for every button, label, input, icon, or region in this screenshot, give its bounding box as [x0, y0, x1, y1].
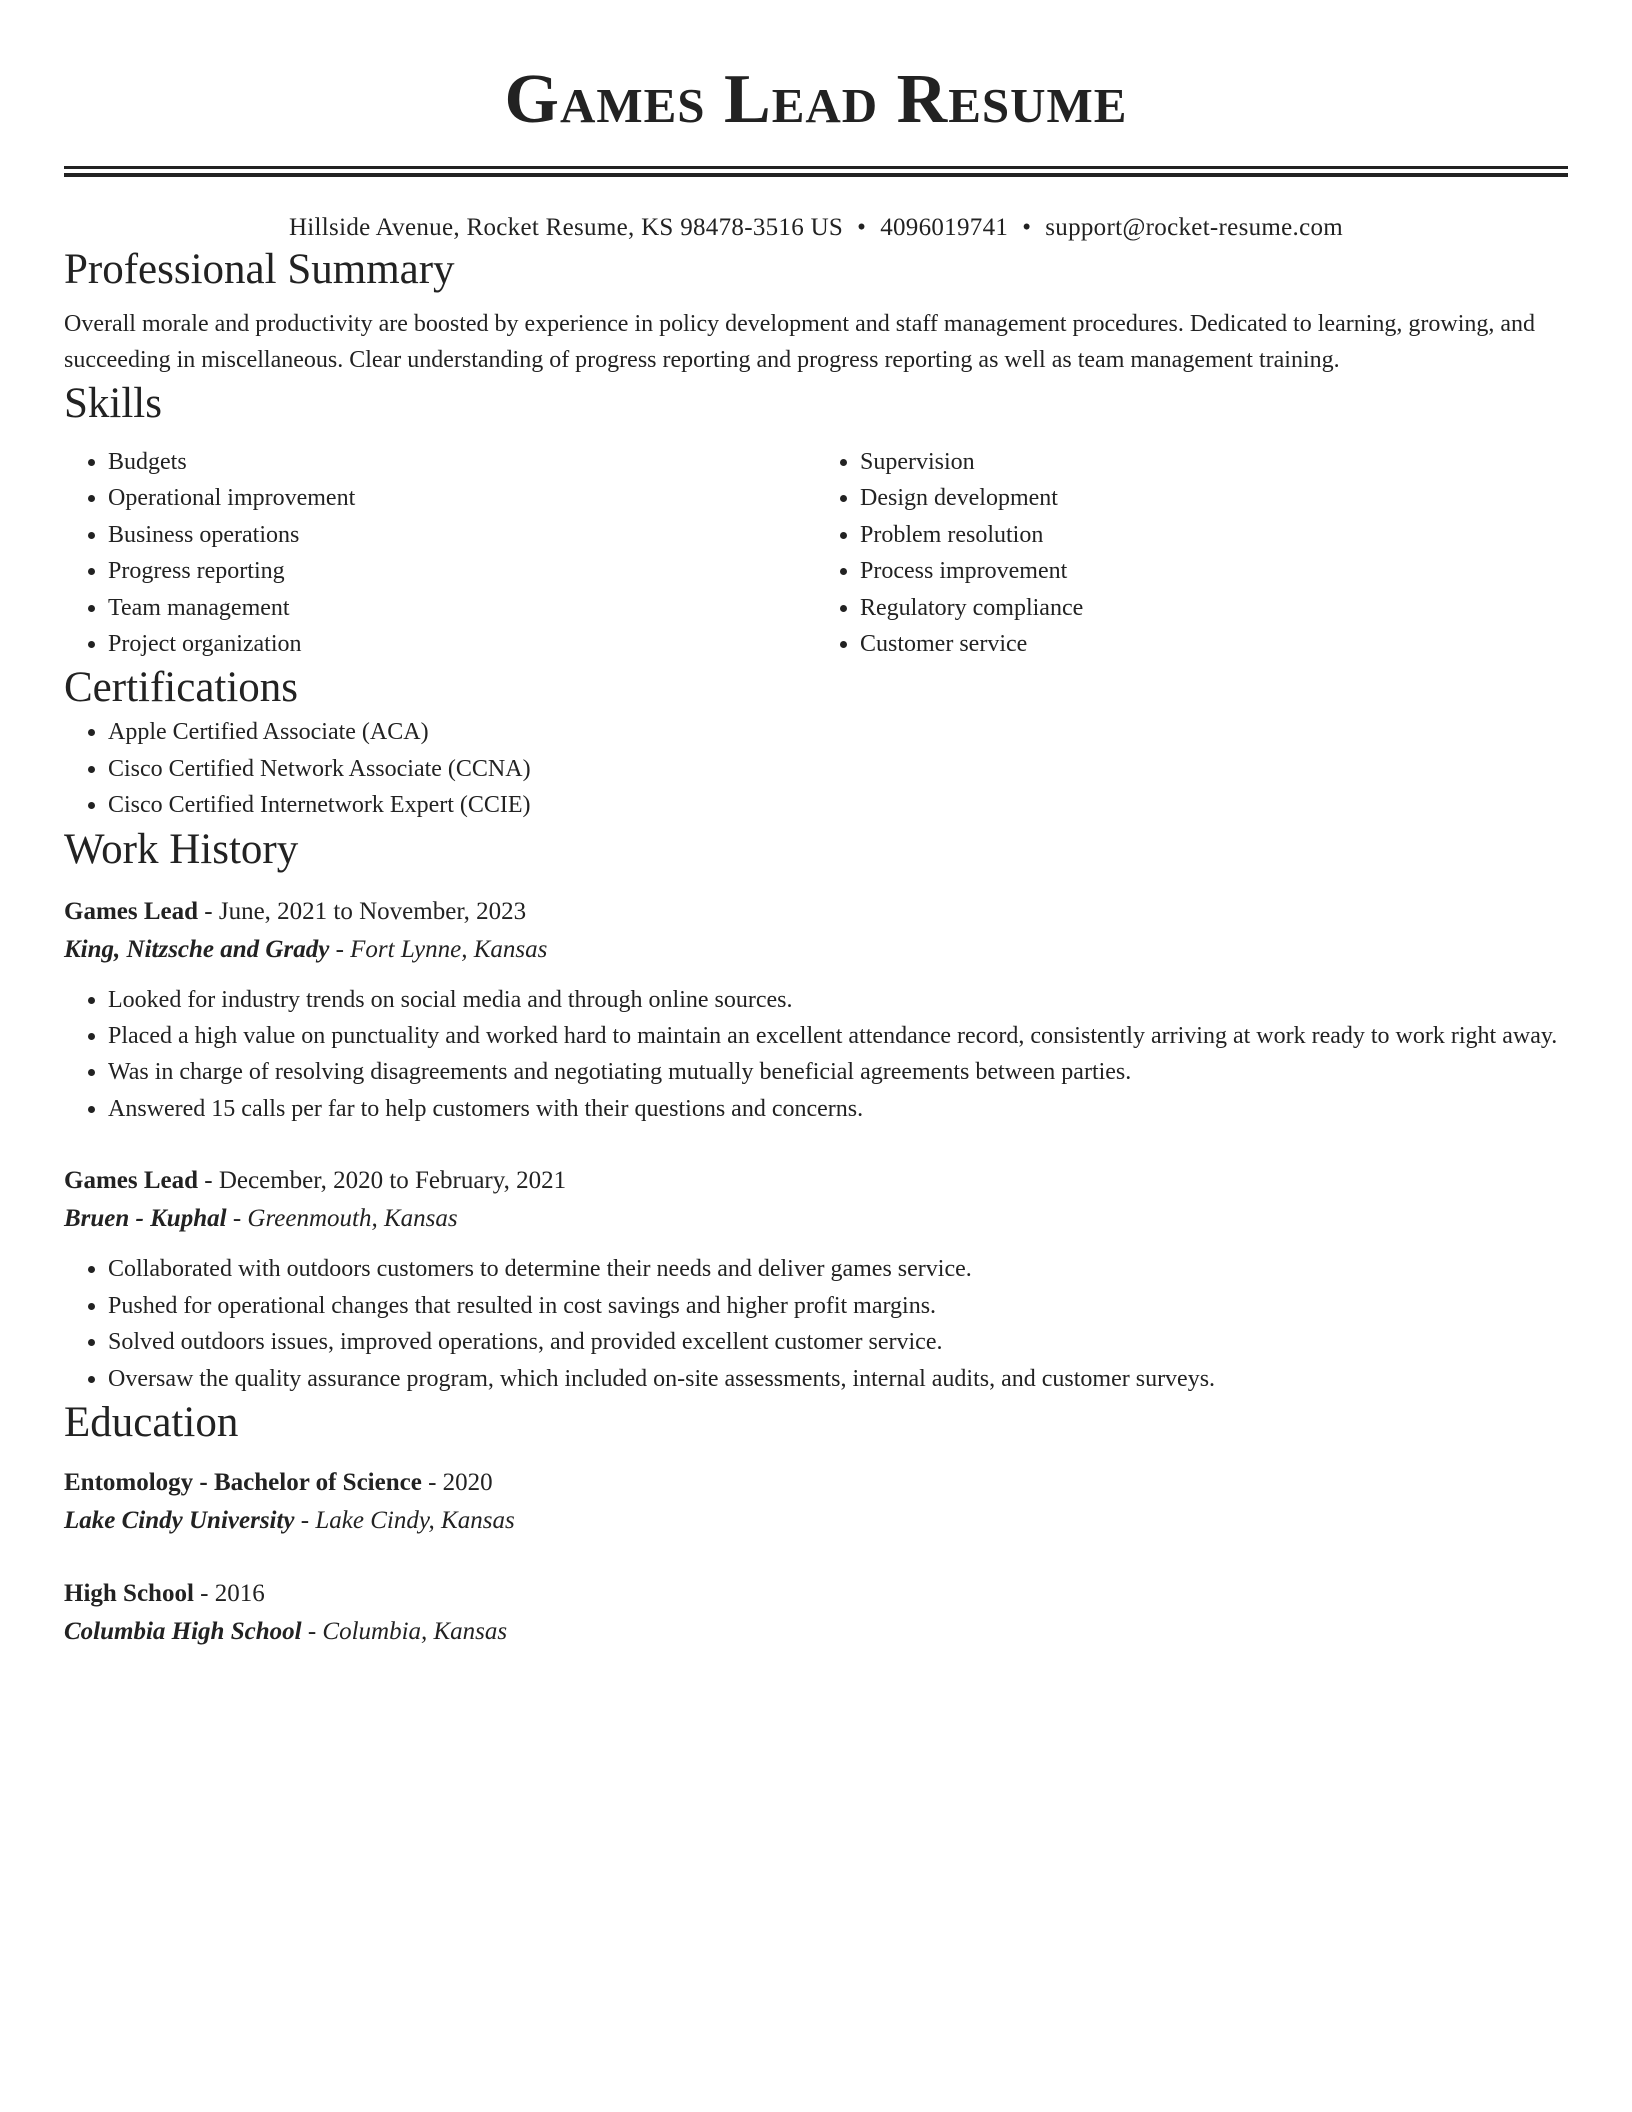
education-location: Columbia, Kansas [322, 1617, 508, 1645]
contact-separator: • [1022, 214, 1032, 241]
contact-separator: • [857, 214, 867, 241]
education-degree: High School [64, 1579, 194, 1607]
summary-text: Overall morale and productivity are boosted by experience in policy development and staff management procedures. Dedicated to learning, growing, and succeeding in miscellaneous. Clear understanding of progress reporting and progress reporting as well as team management training. [64, 311, 1536, 373]
skills-list-left [64, 444, 816, 662]
job-bullets [64, 1251, 1568, 1397]
skill-item: • Operational improvement [108, 480, 816, 516]
dash: - [198, 897, 219, 925]
skill-item: • Customer service [860, 626, 1568, 662]
skill-item: • Process improvement [860, 553, 1568, 589]
job-title: Games Lead [64, 897, 199, 925]
summary-heading: Professional Summary [64, 246, 455, 293]
job-bullet: • Oversaw the quality assurance program, which included on-site assessments, internal audits, and customer surveys. [108, 1361, 1568, 1397]
job-entry [64, 894, 1568, 1128]
job-bullet: • Answered 15 calls per far to help customers with their questions and concerns. [108, 1091, 1568, 1127]
job-entry [64, 1163, 1568, 1397]
dash: - [198, 1167, 219, 1195]
title-divider [64, 166, 1568, 177]
certification-item: • Apple Certified Associate (ACA) [108, 714, 1568, 750]
skill-item: • Business operations [108, 517, 816, 553]
education-degree: Entomology - Bachelor of Science [64, 1468, 422, 1496]
skill-item: • Project organization [108, 626, 816, 662]
contact-line [64, 212, 1568, 244]
job-title-line [64, 1163, 1568, 1201]
work-history-heading: Work History [64, 825, 299, 873]
education-school-line [64, 1614, 1568, 1654]
job-dates: December, 2020 to February, 2021 [218, 1167, 567, 1195]
job-bullet: • Collaborated with outdoors customers to determine their needs and deliver games service. [108, 1251, 1568, 1287]
dash: - [329, 935, 351, 963]
education-school: Columbia High School [64, 1617, 302, 1645]
education-year: 2020 [442, 1468, 493, 1496]
contact-email: support@rocket-resume.com [1045, 214, 1344, 241]
skill-item: • Budgets [108, 444, 816, 480]
certifications-list [64, 714, 1568, 823]
skill-item: • Team management [108, 590, 816, 626]
skill-item: • Progress reporting [108, 553, 816, 589]
dash: - [301, 1617, 323, 1645]
dash: - [226, 1205, 248, 1233]
job-company-line [64, 932, 1568, 972]
job-bullet: • Looked for industry trends on social media and through online sources. [108, 982, 1568, 1018]
education-degree-line [64, 1576, 1568, 1614]
job-title-line [64, 894, 1568, 932]
certification-item: • Cisco Certified Network Associate (CCNA) [108, 751, 1568, 787]
job-bullet: • Was in charge of resolving disagreements and negotiating mutually beneficial agreements between parties. [108, 1054, 1568, 1090]
job-location: Fort Lynne, Kansas [350, 935, 548, 963]
education-entry [64, 1576, 1568, 1654]
skill-item: • Design development [860, 480, 1568, 516]
skill-item: • Problem resolution [860, 517, 1568, 553]
resume-title: Games Lead Resume [504, 61, 1128, 138]
job-title: Games Lead [64, 1167, 199, 1195]
job-bullet: • Solved outdoors issues, improved operations, and provided excellent customer service. [108, 1324, 1568, 1360]
job-bullet: • Pushed for operational changes that resulted in cost savings and higher profit margins. [108, 1288, 1568, 1324]
job-company-line [64, 1201, 1568, 1241]
job-location: Greenmouth, Kansas [247, 1205, 458, 1233]
job-dates: June, 2021 to November, 2023 [218, 897, 527, 925]
job-bullets [64, 982, 1568, 1128]
skill-item: • Supervision [860, 444, 1568, 480]
dash: - [421, 1468, 443, 1496]
education-school-line [64, 1503, 1568, 1543]
certifications-heading: Certifications [64, 664, 299, 712]
skills-heading: Skills [64, 380, 162, 427]
job-company: King, Nitzsche and Grady [64, 935, 330, 963]
contact-phone: 4096019741 [880, 214, 1009, 241]
skills-list-right [816, 444, 1568, 662]
education-heading: Education [64, 1398, 239, 1446]
education-year: 2016 [214, 1579, 265, 1607]
certification-item: • Cisco Certified Internetwork Expert (CCIE) [108, 787, 1568, 823]
skills-columns [64, 444, 1568, 662]
job-bullet: • Placed a high value on punctuality and worked hard to maintain an excellent attendance record, consistently arriving at work ready to work right away. [108, 1018, 1568, 1054]
dash: - [193, 1579, 215, 1607]
contact-address: Hillside Avenue, Rocket Resume, KS 98478-3516 US [288, 214, 844, 241]
skill-item: • Regulatory compliance [860, 590, 1568, 626]
education-location: Lake Cindy, Kansas [315, 1506, 515, 1534]
education-entry [64, 1465, 1568, 1543]
education-degree-line [64, 1465, 1568, 1503]
dash: - [294, 1506, 316, 1534]
education-school: Lake Cindy University [64, 1506, 295, 1534]
job-company: Bruen - Kuphal [64, 1205, 227, 1233]
